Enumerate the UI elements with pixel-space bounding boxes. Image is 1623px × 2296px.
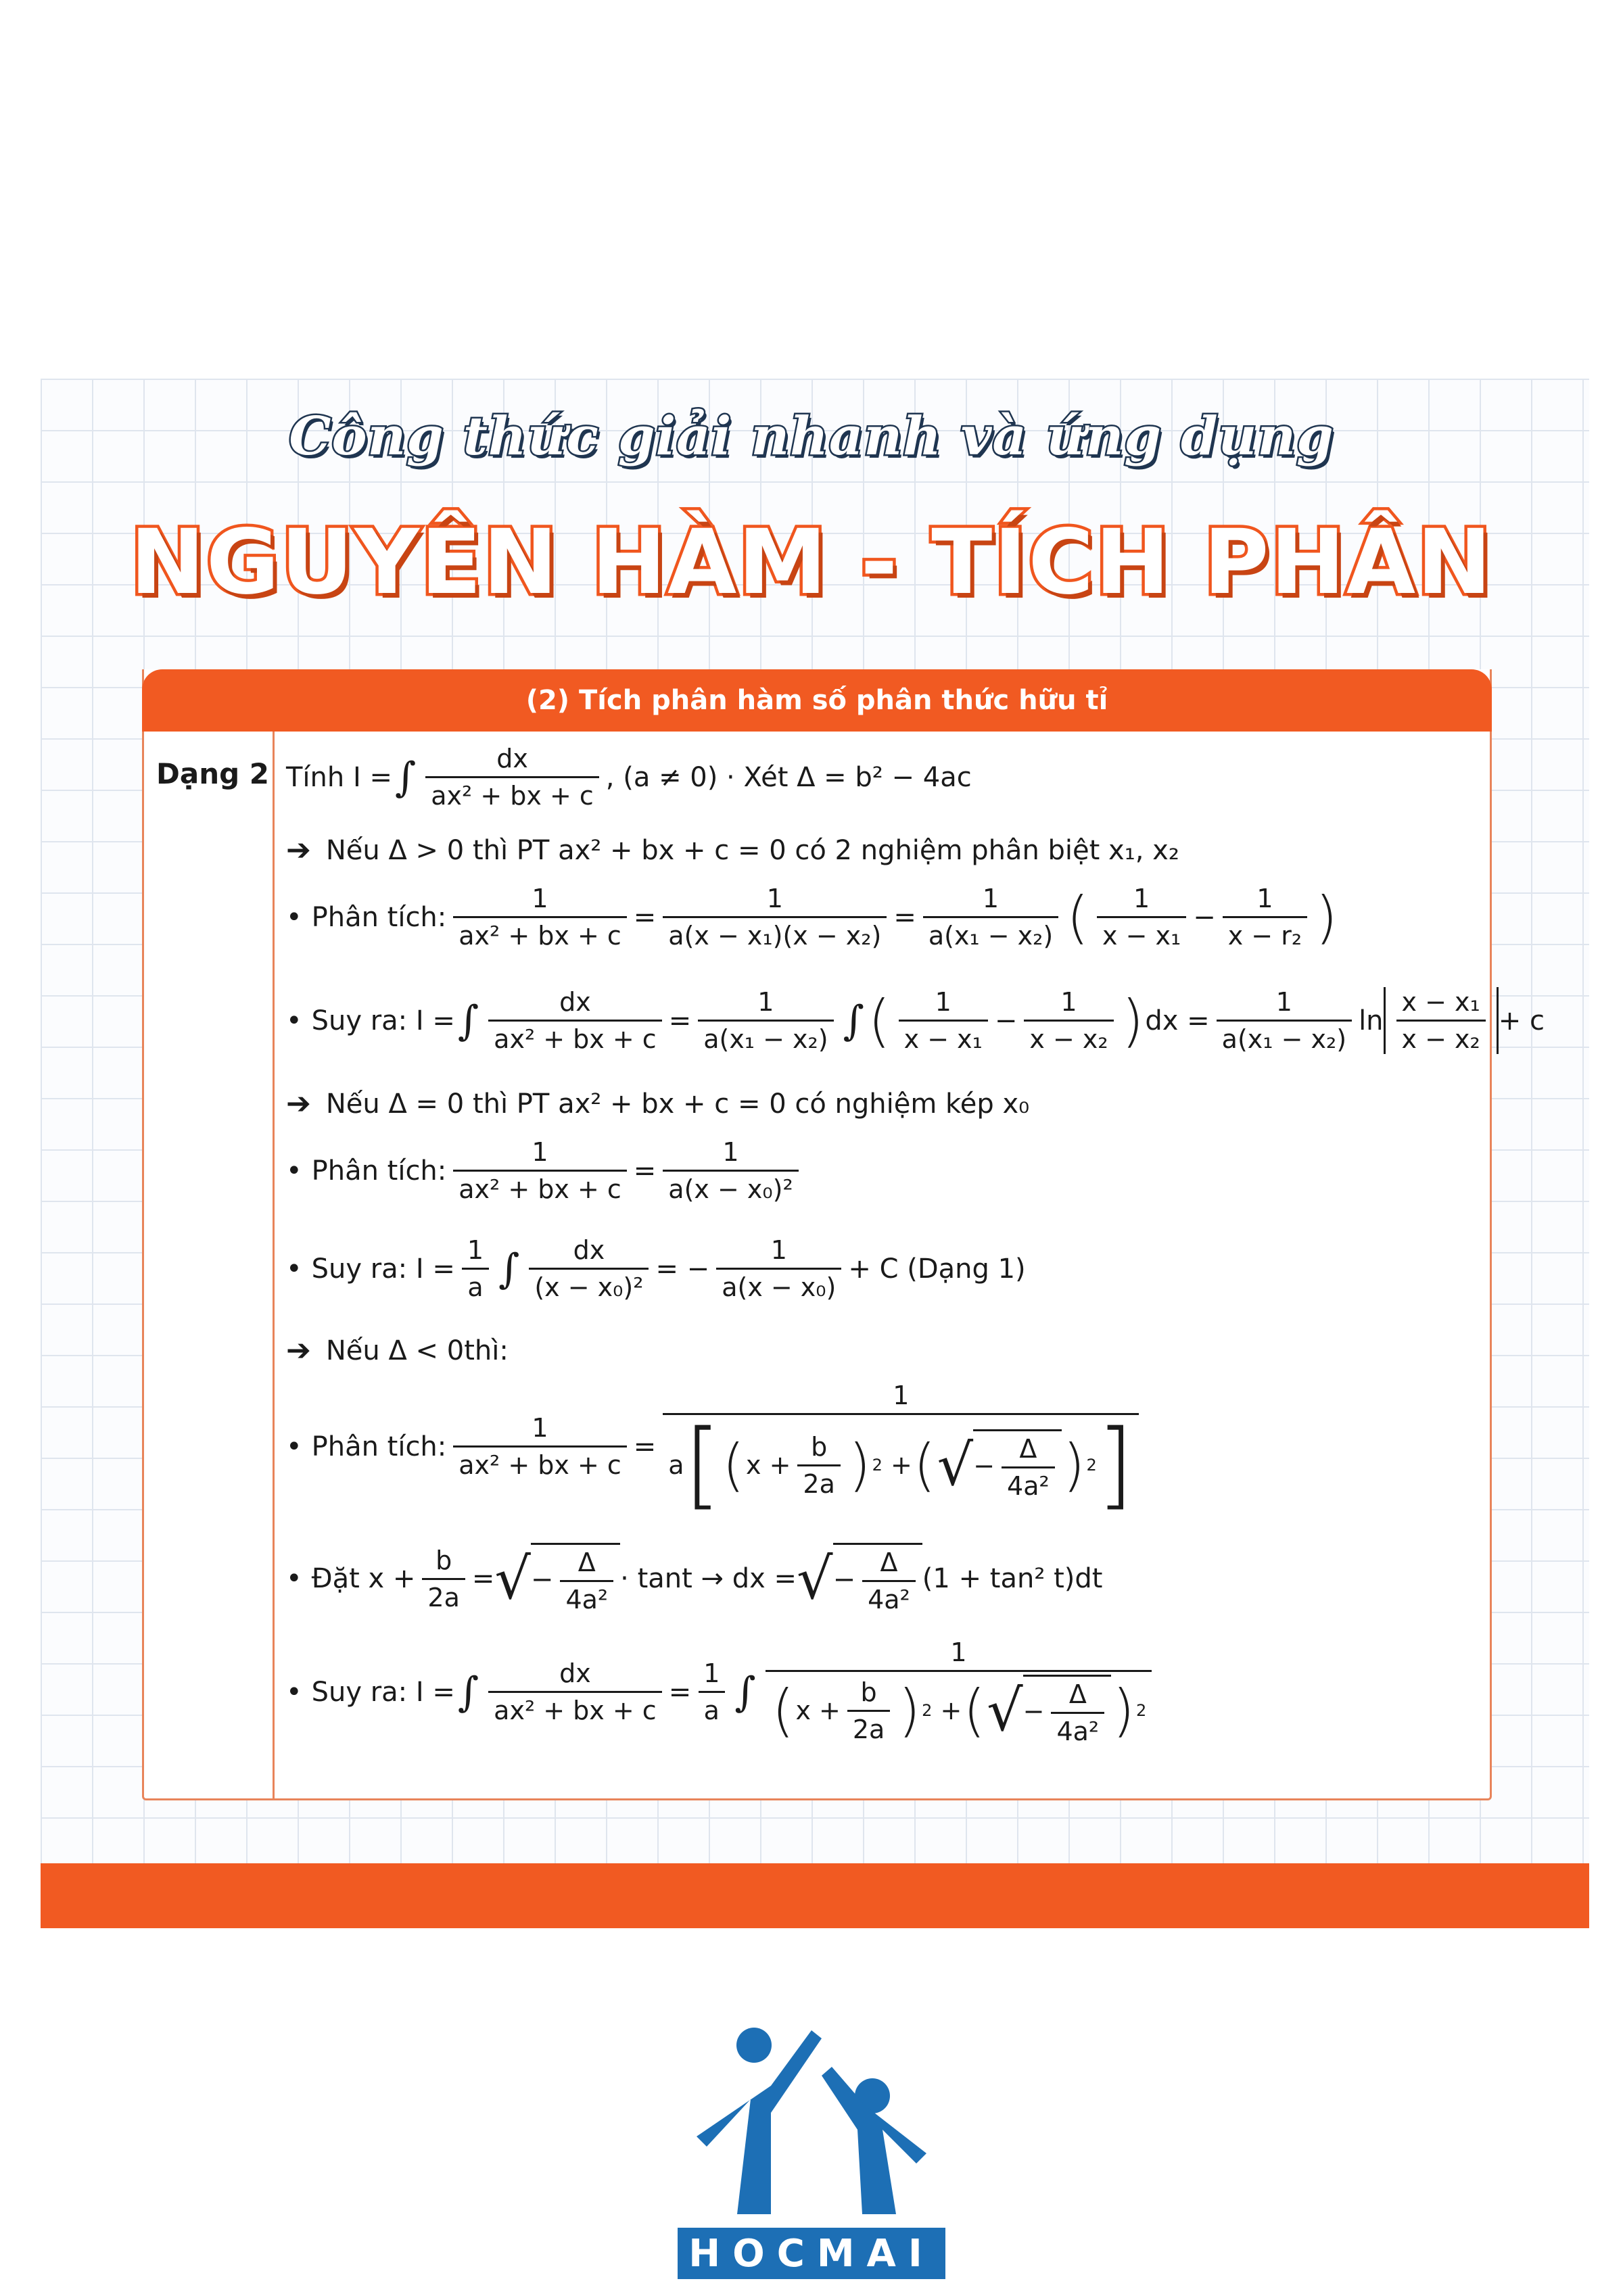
poster-subtitle: Công thức giải nhanh và ứng dụng	[289, 406, 1334, 467]
case3-substitution: • Đặt x + $\frac{b}{2a}$ = √ − $\frac{\Delta}{\text{4a²}}$ · tant → dx = √ − $\frac{\Delta}{\text{4a²}}$ (1 + tan² t)dt	[286, 1543, 1102, 1615]
arrow-icon: ➔	[286, 1086, 311, 1121]
bullet-icon: •	[286, 1005, 302, 1036]
formula-content	[286, 732, 1545, 1798]
case1-line: ➔ Nếu Δ > 0 thì PT ax² + bx + c = 0 có 2 nghiệm phân biệt x₁, x₂	[286, 833, 1179, 867]
case2-line: ➔ Nếu Δ = 0 thì PT ax² + bx + c = 0 có nghiệm kép x₀	[286, 1086, 1030, 1121]
case2-analysis: • Phân tích: $\frac{1}{\text{ax² + bx + c}}$ = $\frac{1}{\text{a(x − x₀)²}}$	[286, 1137, 805, 1204]
intro-suffix: , (a ≠ 0) · Xét Δ = b² − 4ac	[605, 761, 972, 793]
bullet-icon: •	[286, 901, 302, 933]
bullet-icon: •	[286, 1253, 302, 1285]
bullet-icon: •	[286, 1676, 302, 1708]
intro-prefix: Tính I =	[286, 761, 392, 793]
poster-title: NGUYÊN HÀM - TÍCH PHÂN	[130, 510, 1493, 615]
integral-sign: ∫	[395, 753, 417, 801]
bullet-icon: •	[286, 1563, 302, 1594]
column-divider	[273, 732, 275, 1798]
row-label: Dạng 2	[156, 757, 270, 790]
intro-line	[286, 744, 972, 811]
bottom-band	[41, 1863, 1589, 1928]
brand-name: HOCMAI	[678, 2228, 945, 2279]
bullet-icon: •	[286, 1155, 302, 1187]
case1-result: • Suy ra: I = ∫ $\frac{dx}{\text{ax² + bx + c}}$ = $\frac{1}{\text{a(x₁ − x₂)}}$ ∫ ( $\frac{1}{\text{x − x₁}}$ − $\frac{1}{\text{x − x₂}}$ ) dx = $\frac{1}{\text{a(x₁ − x₂)}}$ ln $\frac{\text{x − x₁}}{\text{x − x₂}}$ + c	[286, 987, 1545, 1054]
formula-table	[142, 669, 1545, 1800]
arrow-icon: ➔	[286, 1333, 311, 1368]
bullet-icon: •	[286, 1431, 302, 1462]
case3-analysis: • Phân tích: $\frac{1}{\text{ax² + bx + c}}$ = 1 a [ ( x + $\frac{b}{2a}$ ) 2 + ( √ − $\frac{\Delta}{\text{4a²}}$ ) 2 ]	[286, 1381, 1146, 1512]
case2-result: • Suy ra: I = $\frac{1}{a}$ ∫ $\frac{dx}{\text{(x − x₀)²}}$ = − $\frac{1}{\text{a(x − x₀)}}$ + C (Dạng 1)	[286, 1235, 1026, 1302]
arrow-icon: ➔	[286, 833, 311, 867]
intro-fraction: $\frac{dx}{\text{ax² + bx + c}}$	[425, 744, 599, 811]
case3-line: ➔ Nếu Δ < 0thì:	[286, 1333, 509, 1368]
case3-result: • Suy ra: I = ∫ $\frac{dx}{\text{ax² + bx + c}}$ = $\frac{1}{a}$ ∫ 1 ( x + $\frac{b}{2a}$ ) 2 + ( √ − $\frac{\Delta}{\text{4a²}}$ ) 2	[286, 1637, 1158, 1746]
table-heading: (2) Tích phân hàm số phân thức hữu tỉ	[142, 669, 1492, 732]
case1-analysis: • Phân tích: $\frac{1}{\text{ax² + bx + c}}$ = $\frac{1}{\text{a(x − x₁)(x − x₂)}}$ = $\frac{1}{\text{a(x₁ − x₂)}}$ ( $\frac{1}{\text{x − x₁}}$ − $\frac{1}{\text{x − r₂}}$ )	[286, 884, 1338, 951]
